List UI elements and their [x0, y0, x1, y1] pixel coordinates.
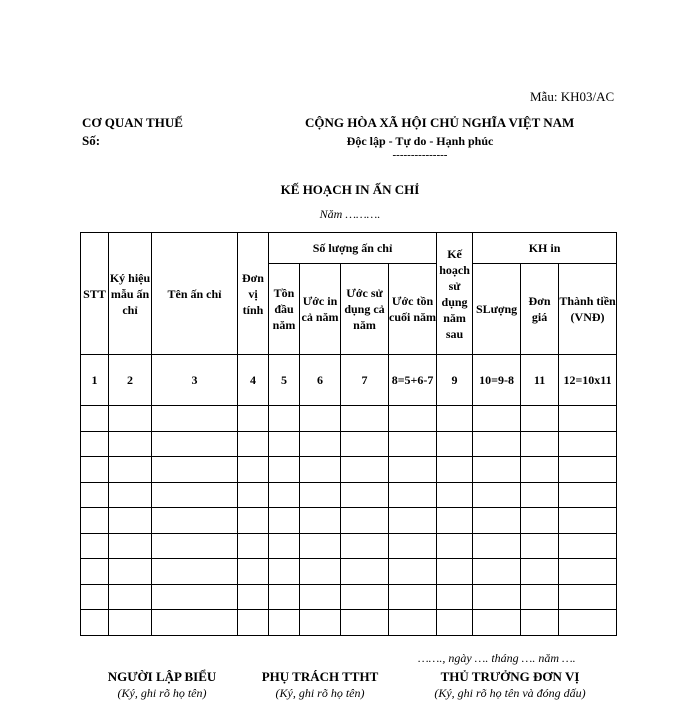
- table-cell: [473, 533, 521, 559]
- header-so-luong: SLượng: [473, 264, 521, 355]
- table-cell: [559, 457, 617, 483]
- table-cell: [300, 610, 341, 636]
- table-cell: [559, 559, 617, 585]
- table-row: [81, 431, 617, 457]
- table-cell: [300, 533, 341, 559]
- table-cell: [300, 559, 341, 585]
- table-cell: [521, 559, 559, 585]
- table-cell: [109, 457, 152, 483]
- table-cell: [238, 431, 269, 457]
- table-cell: [437, 559, 473, 585]
- agency-name: CƠ QUAN THUẾ: [82, 115, 183, 130]
- table-cell: [238, 584, 269, 610]
- column-number-cell: 1: [81, 355, 109, 406]
- table-cell: [389, 457, 437, 483]
- table-row: [81, 406, 617, 432]
- table-cell: [109, 533, 152, 559]
- document-title: KẾ HOẠCH IN ẤN CHỈ: [280, 182, 420, 197]
- table-cell: [238, 533, 269, 559]
- header-ten-an-chi: Tên ấn chỉ: [152, 233, 238, 355]
- table-cell: [521, 431, 559, 457]
- table-cell: [109, 431, 152, 457]
- table-cell: [81, 584, 109, 610]
- table-cell: [521, 457, 559, 483]
- header-thanh-tien: Thành tiền (VNĐ): [559, 264, 617, 355]
- signature-note: (Ký, ghi rõ họ tên và đóng dấu): [434, 686, 586, 700]
- table-cell: [341, 559, 389, 585]
- table-cell: [559, 610, 617, 636]
- table-cell: [473, 508, 521, 534]
- column-number-cell: 3: [152, 355, 238, 406]
- table-cell: [389, 406, 437, 432]
- document-number-label: Số:: [82, 133, 101, 148]
- table-cell: [152, 508, 238, 534]
- table-cell: [152, 482, 238, 508]
- table-cell: [437, 457, 473, 483]
- table-row: [81, 584, 617, 610]
- table-cell: [341, 431, 389, 457]
- table-cell: [269, 584, 300, 610]
- table-cell: [521, 610, 559, 636]
- table-cell: [341, 533, 389, 559]
- column-number-cell: 12=10x11: [559, 355, 617, 406]
- table-cell: [109, 482, 152, 508]
- column-number-cell: 2: [109, 355, 152, 406]
- table-cell: [437, 533, 473, 559]
- motto-divider: ---------------: [392, 149, 448, 161]
- table-cell: [269, 533, 300, 559]
- signature-title: THỦ TRƯỞNG ĐƠN VỊ: [440, 669, 580, 684]
- header-row-1: [81, 233, 617, 264]
- table-cell: [559, 508, 617, 534]
- table-cell: [437, 406, 473, 432]
- header-uoc-in: Ước in cả năm: [300, 264, 341, 355]
- table-cell: [300, 406, 341, 432]
- table-cell: [341, 457, 389, 483]
- table-cell: [300, 508, 341, 534]
- signature-title: PHỤ TRÁCH TTHT: [261, 669, 379, 684]
- table-cell: [521, 584, 559, 610]
- table-cell: [437, 482, 473, 508]
- table-cell: [341, 584, 389, 610]
- table-cell: [152, 584, 238, 610]
- column-number-cell: 7: [341, 355, 389, 406]
- header-ton-dau: Tồn đầu năm: [269, 264, 300, 355]
- header-kh-in-group: KH in: [473, 233, 617, 264]
- table-cell: [152, 406, 238, 432]
- table-cell: [152, 610, 238, 636]
- table-cell: [389, 431, 437, 457]
- table-cell: [269, 431, 300, 457]
- plan-table: [80, 232, 617, 636]
- signature-head: [412, 668, 608, 702]
- table-cell: [152, 533, 238, 559]
- table-cell: [521, 406, 559, 432]
- table-cell: [389, 584, 437, 610]
- column-number-cell: 11: [521, 355, 559, 406]
- header-so-luong-group: Số lượng ấn chỉ: [269, 233, 437, 264]
- table-cell: [389, 508, 437, 534]
- table-cell: [152, 457, 238, 483]
- header-stt: STT: [81, 233, 109, 355]
- column-number-cell: 6: [300, 355, 341, 406]
- table-cell: [473, 559, 521, 585]
- table-cell: [152, 431, 238, 457]
- table-cell: [559, 431, 617, 457]
- table-cell: [269, 508, 300, 534]
- table-cell: [521, 533, 559, 559]
- table-cell: [473, 431, 521, 457]
- table-cell: [109, 406, 152, 432]
- table-cell: [238, 610, 269, 636]
- date-line: ……., ngày …. tháng …. năm ….: [418, 651, 576, 665]
- table-cell: [109, 610, 152, 636]
- table-cell: [300, 482, 341, 508]
- table-cell: [238, 406, 269, 432]
- header-uoc-ton: Ước tồn cuối năm: [389, 264, 437, 355]
- signature-ttht: [252, 668, 388, 702]
- column-number-cell: 4: [238, 355, 269, 406]
- signature-title: NGƯỜI LẬP BIỂU: [107, 669, 217, 684]
- table-cell: [473, 457, 521, 483]
- nation-motto: Độc lập - Tự do - Hạnh phúc: [346, 134, 494, 148]
- table-cell: [473, 482, 521, 508]
- form-code: Mẫu: KH03/AC: [530, 89, 615, 104]
- table-cell: [559, 584, 617, 610]
- header-don-vi: Đơn vị tính: [238, 233, 269, 355]
- table-cell: [269, 457, 300, 483]
- table-cell: [81, 431, 109, 457]
- agency-block: [82, 114, 183, 150]
- table-cell: [437, 584, 473, 610]
- table-cell: [81, 508, 109, 534]
- table-cell: [559, 533, 617, 559]
- table-row: [81, 610, 617, 636]
- table-cell: [473, 406, 521, 432]
- table-cell: [300, 431, 341, 457]
- table-cell: [521, 508, 559, 534]
- signature-note: (Ký, ghi rõ họ tên): [275, 686, 365, 700]
- table-row: [81, 559, 617, 585]
- header-ky-hieu: Ký hiệu mẫu ấn chỉ: [109, 233, 152, 355]
- signature-preparer: [98, 668, 226, 702]
- column-number-cell: 9: [437, 355, 473, 406]
- table-cell: [81, 559, 109, 585]
- table-cell: [238, 482, 269, 508]
- header-don-gia: Đơn giá: [521, 264, 559, 355]
- table-cell: [152, 559, 238, 585]
- table-cell: [238, 508, 269, 534]
- table-cell: [341, 508, 389, 534]
- column-number-row: [81, 355, 617, 406]
- table-cell: [269, 406, 300, 432]
- table-cell: [473, 610, 521, 636]
- table-row: [81, 508, 617, 534]
- table-cell: [300, 584, 341, 610]
- column-number-cell: 10=9-8: [473, 355, 521, 406]
- table-cell: [341, 482, 389, 508]
- nation-name: CỘNG HÒA XÃ HỘI CHỦ NGHĨA VIỆT NAM: [305, 115, 575, 130]
- table-cell: [81, 533, 109, 559]
- table-cell: [559, 406, 617, 432]
- table-cell: [238, 559, 269, 585]
- table-cell: [81, 406, 109, 432]
- table-cell: [81, 610, 109, 636]
- table-cell: [437, 610, 473, 636]
- table-cell: [109, 584, 152, 610]
- year-line: Năm ……….: [319, 207, 381, 221]
- table-cell: [437, 431, 473, 457]
- table-cell: [389, 482, 437, 508]
- national-heading: [305, 114, 575, 161]
- table-cell: [269, 482, 300, 508]
- table-row: [81, 533, 617, 559]
- header-uoc-su-dung: Ước sử dụng cả năm: [341, 264, 389, 355]
- column-number-cell: 5: [269, 355, 300, 406]
- table-cell: [473, 584, 521, 610]
- table-cell: [389, 610, 437, 636]
- table-cell: [81, 457, 109, 483]
- table-row: [81, 482, 617, 508]
- table-cell: [389, 559, 437, 585]
- header-ke-hoach: Kế hoạch sử dụng năm sau: [437, 233, 473, 355]
- table-cell: [238, 457, 269, 483]
- table-cell: [300, 457, 341, 483]
- table-cell: [341, 406, 389, 432]
- table-cell: [269, 559, 300, 585]
- table-cell: [109, 508, 152, 534]
- signature-note: (Ký, ghi rõ họ tên): [117, 686, 207, 700]
- table-cell: [437, 508, 473, 534]
- table-cell: [81, 482, 109, 508]
- table-cell: [559, 482, 617, 508]
- table-cell: [521, 482, 559, 508]
- column-number-cell: 8=5+6-7: [389, 355, 437, 406]
- table-row: [81, 457, 617, 483]
- table-cell: [109, 559, 152, 585]
- table-cell: [341, 610, 389, 636]
- table-cell: [389, 533, 437, 559]
- table-cell: [269, 610, 300, 636]
